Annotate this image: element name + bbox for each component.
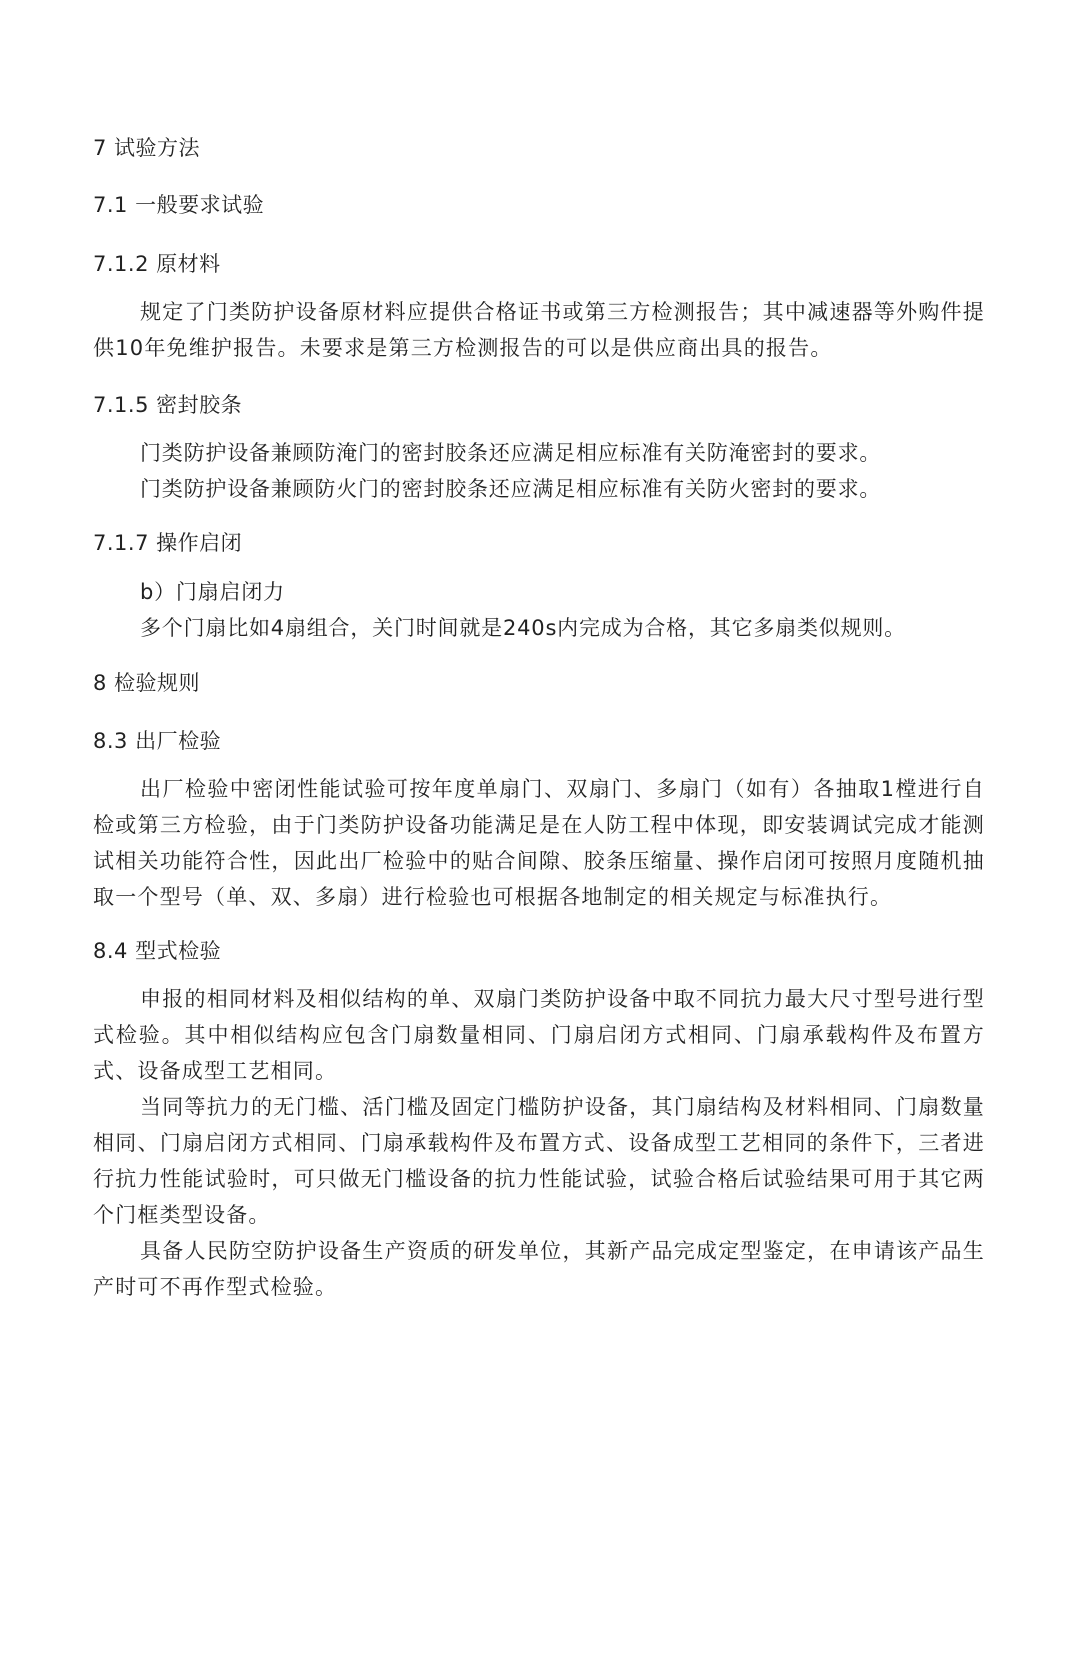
section-8-4-paragraph-1: 申报的相同材料及相似结构的单、双扇门类防护设备中取不同抗力最大尺寸型号进行型式检验。其中相似结构应包含门扇数量相同、门扇启闭方式相同、门扇承载构件及布置方式、设备成型工艺相同。 xyxy=(93,987,985,1083)
section-7-1-7-heading: 7.1.7 操作启闭 xyxy=(93,531,243,555)
section-8-4-heading: 8.4 型式检验 xyxy=(93,939,222,963)
section-8-heading: 8 检验规则 xyxy=(93,671,201,695)
section-7-1-7-subitem: b）门扇启闭力 xyxy=(140,580,285,604)
section-8-3-paragraph: 出厂检验中密闭性能试验可按年度单扇门、双扇门、多扇门（如有）各抽取1樘进行自检或第三方检验，由于门类防护设备功能满足是在人防工程中体现，即安装调试完成才能测试相关功能符合性，因此出厂检验中的贴合间隙、胶条压缩量、操作启闭可按照月度随机抽取一个型号（单、双、多扇）进行检验也可根据各地制定的相关规定与标准执行。 xyxy=(93,777,985,909)
section-7-1-5-line-2: 门类防护设备兼顾防火门的密封胶条还应满足相应标准有关防火密封的要求。 xyxy=(140,477,882,501)
section-7-1-5-heading: 7.1.5 密封胶条 xyxy=(93,393,243,417)
section-8-4-paragraph-2: 当同等抗力的无门槛、活门槛及固定门槛防护设备，其门扇结构及材料相同、门扇数量相同、门扇启闭方式相同、门扇承载构件及布置方式、设备成型工艺相同的条件下，三者进行抗力性能试验时，可只做无门槛设备的抗力性能试验，试验合格后试验结果可用于其它两个门框类型设备。 xyxy=(93,1095,985,1227)
section-7-1-5-line-1: 门类防护设备兼顾防淹门的密封胶条还应满足相应标准有关防淹密封的要求。 xyxy=(140,441,882,465)
section-7-1-heading: 7.1 一般要求试验 xyxy=(93,193,265,217)
section-7-1-2-heading: 7.1.2 原材料 xyxy=(93,252,221,276)
section-7-1-7-paragraph: 多个门扇比如4扇组合，关门时间就是240s内完成为合格，其它多扇类似规则。 xyxy=(140,616,906,640)
section-8-4-paragraph-3: 具备人民防空防护设备生产资质的研发单位，其新产品完成定型鉴定，在申请该产品生产时可不再作型式检验。 xyxy=(93,1239,985,1299)
section-8-3-heading: 8.3 出厂检验 xyxy=(93,729,222,753)
section-7-heading: 7 试验方法 xyxy=(93,136,201,160)
section-7-1-2-paragraph: 规定了门类防护设备原材料应提供合格证书或第三方检测报告；其中减速器等外购件提供10年免维护报告。未要求是第三方检测报告的可以是供应商出具的报告。 xyxy=(93,300,985,360)
